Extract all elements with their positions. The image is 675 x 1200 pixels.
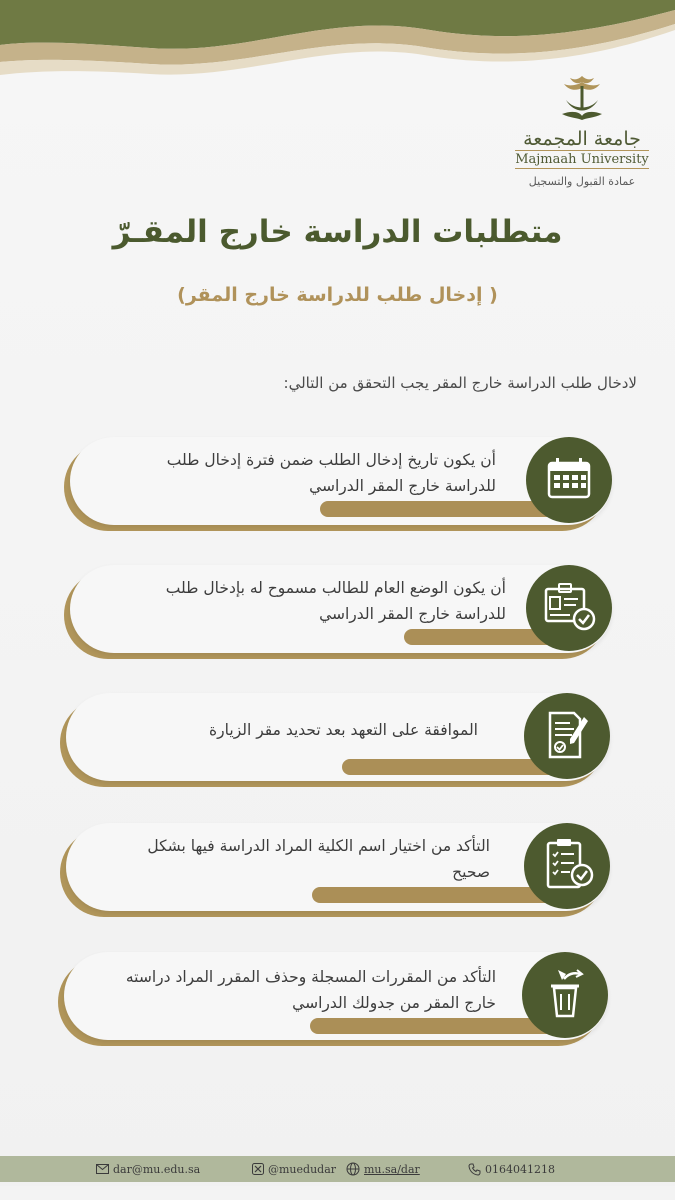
mail-icon	[96, 1164, 109, 1174]
requirement-text: أن يكون الوضع العام للطالب مسموح له بإدخال طلب للدراسة خارج المقر الدراسي	[165, 579, 506, 623]
intro-text: لادخال طلب الدراسة خارج المقر يجب التحقق من التالي:	[283, 374, 637, 392]
requirement-card	[64, 437, 612, 525]
id-card-check-icon	[526, 565, 612, 651]
email-text: dar@mu.edu.sa	[113, 1162, 201, 1176]
checklist-icon	[524, 823, 610, 909]
website-text: mu.sa/dar	[364, 1162, 420, 1176]
requirement-text: التأكد من المقررات المسجلة وحذف المقرر المراد دراسته خارج المقر من جدولك الدراسي	[125, 968, 496, 1012]
x-logo-icon	[252, 1163, 264, 1175]
university-logo	[507, 70, 657, 188]
requirement-text: أن يكون تاريخ إدخال الطلب ضمن فترة إدخال طلب للدراسة خارج المقر الدراسي	[166, 451, 496, 495]
deanship-name: عمادة القبول والتسجيل	[528, 175, 636, 188]
signed-document-icon	[524, 693, 610, 779]
phone-icon	[468, 1163, 481, 1176]
footer-website[interactable]	[346, 1156, 420, 1182]
phone-text: 0164041218	[485, 1162, 555, 1176]
requirement-card	[60, 693, 610, 781]
page-subtitle: ( إدخال طلب للدراسة خارج المقر)	[177, 284, 498, 306]
university-name-en: Majmaah University	[515, 152, 649, 167]
globe-icon	[346, 1162, 360, 1176]
footer-email[interactable]	[96, 1156, 200, 1182]
contact-footer	[0, 1156, 675, 1182]
calendar-icon	[526, 437, 612, 523]
x-handle-text: @muedudar	[268, 1162, 337, 1176]
footer-x-account[interactable]	[252, 1156, 336, 1182]
requirement-text: التأكد من اختيار اسم الكلية المراد الدراسة فيها بشكل صحيح	[147, 837, 490, 881]
trash-icon	[522, 952, 608, 1038]
requirement-text: الموافقة على التعهد بعد تحديد مقر الزيارة	[209, 721, 478, 739]
requirement-card	[58, 952, 608, 1040]
requirement-card	[64, 565, 612, 653]
palm-emblem-icon	[552, 70, 612, 126]
footer-phone[interactable]	[468, 1156, 555, 1182]
page-title: متطلبات الدراسة خارج المقـرّ	[112, 214, 563, 250]
university-name-ar: جامعة المجمعة	[523, 128, 641, 150]
requirement-card	[60, 823, 610, 911]
